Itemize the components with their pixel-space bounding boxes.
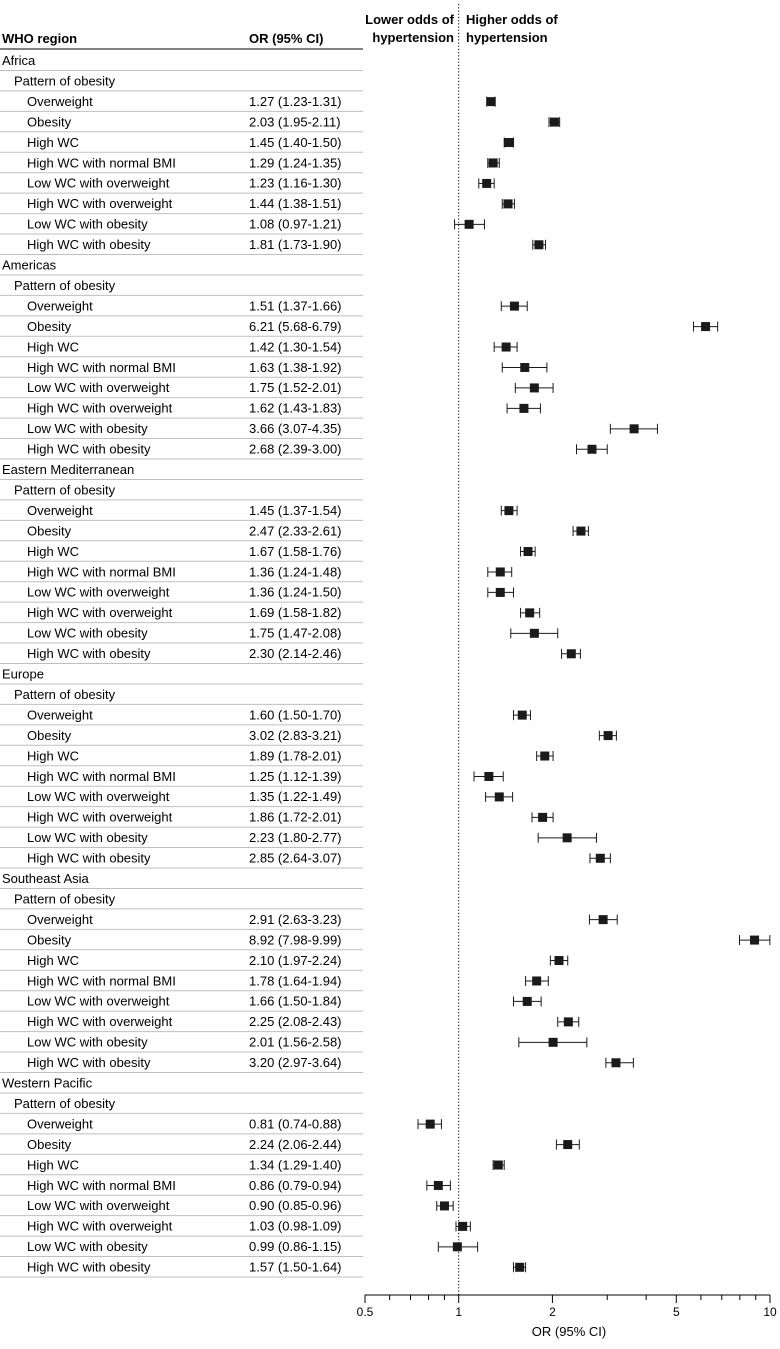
row-or-ci: 2.91 (2.63-3.23) [249, 911, 342, 927]
or-marker [576, 527, 585, 536]
row-or-ci: 3.20 (2.97-3.64) [249, 1055, 342, 1071]
x-tick-label: 10 [763, 1305, 777, 1319]
row-or-ci: 1.23 (1.16-1.30) [249, 175, 342, 191]
row-label: High WC with normal BMI [27, 973, 176, 989]
row-label: High WC with obesity [27, 646, 151, 662]
row-label: High WC with obesity [27, 237, 151, 253]
or-marker [587, 445, 596, 454]
or-marker [538, 813, 547, 822]
row-label: Low WC with obesity [27, 625, 148, 641]
row-label: Low WC with overweight [27, 175, 170, 191]
row-or-ci: 3.02 (2.83-3.21) [249, 727, 342, 743]
row-or-ci: 1.81 (1.73-1.90) [249, 237, 342, 253]
row-or-ci: 0.86 (0.79-0.94) [249, 1177, 342, 1193]
row-or-ci: 1.78 (1.64-1.94) [249, 973, 342, 989]
row-label: Overweight [27, 707, 93, 723]
or-marker [504, 199, 513, 208]
row-or-ci: 1.36 (1.24-1.48) [249, 564, 342, 580]
or-marker [630, 424, 639, 433]
row-or-ci: 2.47 (2.33-2.61) [249, 523, 342, 539]
or-marker [525, 608, 534, 617]
header-who-region: WHO region [2, 31, 78, 46]
row-or-ci: 1.63 (1.38-1.92) [249, 359, 342, 375]
or-marker [518, 711, 527, 720]
higher-odds-label-line2: hypertension [466, 30, 548, 45]
or-marker [532, 976, 541, 985]
x-tick-label: 2 [549, 1305, 556, 1319]
row-or-ci: 1.75 (1.47-2.08) [249, 625, 342, 641]
region-label: Europe [2, 666, 44, 682]
or-marker [519, 404, 528, 413]
row-or-ci: 1.34 (1.29-1.40) [249, 1157, 342, 1173]
row-label: Overweight [27, 911, 93, 927]
row-label: High WC with normal BMI [27, 1177, 176, 1193]
row-label: High WC with normal BMI [27, 155, 176, 171]
row-label: Obesity [27, 932, 72, 948]
row-or-ci: 1.86 (1.72-2.01) [249, 809, 342, 825]
row-or-ci: 2.01 (1.56-2.58) [249, 1034, 342, 1050]
row-label: Low WC with overweight [27, 584, 170, 600]
row-label: High WC with normal BMI [27, 359, 176, 375]
row-or-ci: 2.24 (2.06-2.44) [249, 1136, 342, 1152]
row-or-ci: 1.08 (0.97-1.21) [249, 216, 342, 232]
row-label: Low WC with obesity [27, 216, 148, 232]
row-or-ci: 1.25 (1.12-1.39) [249, 768, 342, 784]
row-label: High WC [27, 1157, 80, 1173]
x-tick-label: 5 [672, 1305, 680, 1319]
pattern-of-obesity-label: Pattern of obesity [14, 277, 116, 293]
lower-odds-label-line2: hypertension [372, 30, 454, 45]
or-marker [453, 1242, 462, 1251]
or-marker [504, 138, 513, 147]
row-or-ci: 2.30 (2.14-2.46) [249, 646, 342, 662]
pattern-of-obesity-label: Pattern of obesity [14, 686, 116, 702]
row-label: High WC with overweight [27, 400, 173, 416]
row-or-ci: 2.10 (1.97-2.24) [249, 952, 342, 968]
row-or-ci: 1.57 (1.50-1.64) [249, 1259, 342, 1275]
pattern-of-obesity-label: Pattern of obesity [14, 891, 116, 907]
or-marker [534, 240, 543, 249]
or-marker [701, 322, 710, 331]
or-marker [750, 936, 759, 945]
row-or-ci: 2.03 (1.95-2.11) [249, 114, 341, 130]
row-label: High WC with normal BMI [27, 768, 176, 784]
row-label: High WC [27, 543, 80, 559]
row-or-ci: 1.89 (1.78-2.01) [249, 748, 342, 764]
row-or-ci: 6.21 (5.68-6.79) [249, 318, 342, 334]
row-or-ci: 1.67 (1.58-1.76) [249, 543, 342, 559]
or-marker [524, 547, 533, 556]
row-label: Low WC with obesity [27, 830, 148, 846]
pattern-of-obesity-label: Pattern of obesity [14, 482, 116, 498]
or-marker [504, 506, 513, 515]
row-or-ci: 1.45 (1.37-1.54) [249, 502, 342, 518]
or-marker [487, 97, 496, 106]
x-tick-label: 1 [455, 1305, 463, 1319]
or-marker [550, 118, 559, 127]
row-label: High WC with overweight [27, 605, 173, 621]
or-marker [540, 752, 549, 761]
row-label: Low WC with obesity [27, 421, 148, 437]
or-marker [599, 915, 608, 924]
or-marker [530, 629, 539, 638]
row-or-ci: 0.90 (0.85-0.96) [249, 1198, 342, 1214]
region-label: Eastern Mediterranean [2, 462, 135, 477]
or-marker [434, 1181, 443, 1190]
row-label: High WC with overweight [27, 1218, 173, 1234]
or-marker [515, 1263, 524, 1272]
row-label: High WC [27, 748, 80, 764]
row-label: High WC [27, 134, 80, 150]
or-marker [596, 854, 605, 863]
region-label: Western Pacific [2, 1075, 93, 1091]
row-or-ci: 1.36 (1.24-1.50) [249, 584, 342, 600]
pattern-of-obesity-label: Pattern of obesity [14, 73, 116, 89]
row-label: Low WC with overweight [27, 1198, 170, 1214]
row-or-ci: 1.62 (1.43-1.83) [249, 400, 342, 416]
or-marker [549, 1038, 558, 1047]
or-marker [604, 731, 613, 740]
row-label: Obesity [27, 727, 72, 743]
region-label: Southeast Asia [2, 871, 89, 886]
row-label: Overweight [27, 502, 93, 518]
row-or-ci: 0.81 (0.74-0.88) [249, 1116, 342, 1132]
row-or-ci: 1.60 (1.50-1.70) [249, 707, 342, 723]
or-marker [496, 567, 505, 576]
row-or-ci: 2.25 (2.08-2.43) [249, 1014, 342, 1030]
or-marker [426, 1120, 435, 1129]
row-label: Obesity [27, 1136, 72, 1152]
row-or-ci: 2.23 (1.80-2.77) [249, 830, 342, 846]
row-label: Low WC with obesity [27, 1034, 148, 1050]
row-or-ci: 1.29 (1.24-1.35) [249, 155, 342, 171]
row-label: Low WC with overweight [27, 380, 170, 396]
row-label: Low WC with obesity [27, 1239, 148, 1255]
or-marker [563, 833, 572, 842]
or-marker [489, 158, 498, 167]
row-label: Low WC with overweight [27, 789, 170, 805]
or-marker [482, 179, 491, 188]
forest-rows [0, 53, 363, 1277]
region-label: Americas [2, 257, 57, 273]
higher-odds-label-line1: Higher odds of [466, 12, 558, 27]
row-or-ci: 1.35 (1.22-1.49) [249, 789, 342, 805]
or-marker [495, 792, 504, 801]
or-marker [520, 363, 529, 372]
row-label: Overweight [27, 1116, 93, 1132]
or-marker [465, 220, 474, 229]
or-marker [502, 343, 511, 352]
row-label: High WC [27, 339, 80, 355]
or-marker [458, 1222, 467, 1231]
row-label: High WC with overweight [27, 809, 173, 825]
row-or-ci: 0.99 (0.86-1.15) [249, 1239, 342, 1255]
row-label: Overweight [27, 298, 93, 314]
row-label: Obesity [27, 114, 72, 130]
or-marker [563, 1140, 572, 1149]
row-label: High WC with normal BMI [27, 564, 176, 580]
row-or-ci: 2.68 (2.39-3.00) [249, 441, 342, 457]
row-label: Obesity [27, 523, 72, 539]
row-label: High WC with obesity [27, 441, 151, 457]
region-label: Africa [2, 53, 36, 68]
row-or-ci: 1.45 (1.40-1.50) [249, 134, 342, 150]
row-or-ci: 2.85 (2.64-3.07) [249, 850, 342, 866]
row-label: High WC with overweight [27, 1014, 173, 1030]
or-marker [494, 1161, 503, 1170]
or-marker [496, 588, 505, 597]
row-or-ci: 1.75 (1.52-2.01) [249, 380, 342, 396]
or-marker [530, 383, 539, 392]
row-or-ci: 1.42 (1.30-1.54) [249, 339, 342, 355]
row-or-ci: 1.69 (1.58-1.82) [249, 605, 342, 621]
or-marker [510, 302, 519, 311]
row-label: Low WC with overweight [27, 993, 170, 1009]
row-label: High WC [27, 952, 80, 968]
row-or-ci: 1.66 (1.50-1.84) [249, 993, 342, 1009]
row-or-ci: 1.03 (0.98-1.09) [249, 1218, 342, 1234]
pattern-of-obesity-label: Pattern of obesity [14, 1095, 116, 1111]
x-tick-label: 0.5 [356, 1305, 374, 1319]
row-or-ci: 8.92 (7.98-9.99) [249, 932, 342, 948]
row-or-ci: 1.44 (1.38-1.51) [249, 196, 342, 212]
or-marker [555, 956, 564, 965]
row-label: High WC with overweight [27, 196, 173, 212]
or-marker [564, 1017, 573, 1026]
or-marker [523, 997, 532, 1006]
x-axis-title: OR (95% CI) [531, 1324, 607, 1339]
row-label: High WC with obesity [27, 1259, 151, 1275]
or-marker [567, 649, 576, 658]
row-label: High WC with obesity [27, 1055, 151, 1071]
row-label: Obesity [27, 318, 72, 334]
forest-markers [418, 4, 770, 1295]
row-or-ci: 1.51 (1.37-1.66) [249, 298, 342, 314]
row-label: Overweight [27, 93, 93, 109]
or-marker [611, 1058, 620, 1067]
or-marker [484, 772, 493, 781]
row-label: High WC with obesity [27, 850, 151, 866]
lower-odds-label-line1: Lower odds of [365, 12, 454, 27]
row-or-ci: 1.27 (1.23-1.31) [249, 93, 342, 109]
header-or-ci: OR (95% CI) [249, 31, 324, 46]
x-axis [357, 1295, 777, 1319]
or-marker [440, 1201, 449, 1210]
row-or-ci: 3.66 (3.07-4.35) [249, 421, 342, 437]
